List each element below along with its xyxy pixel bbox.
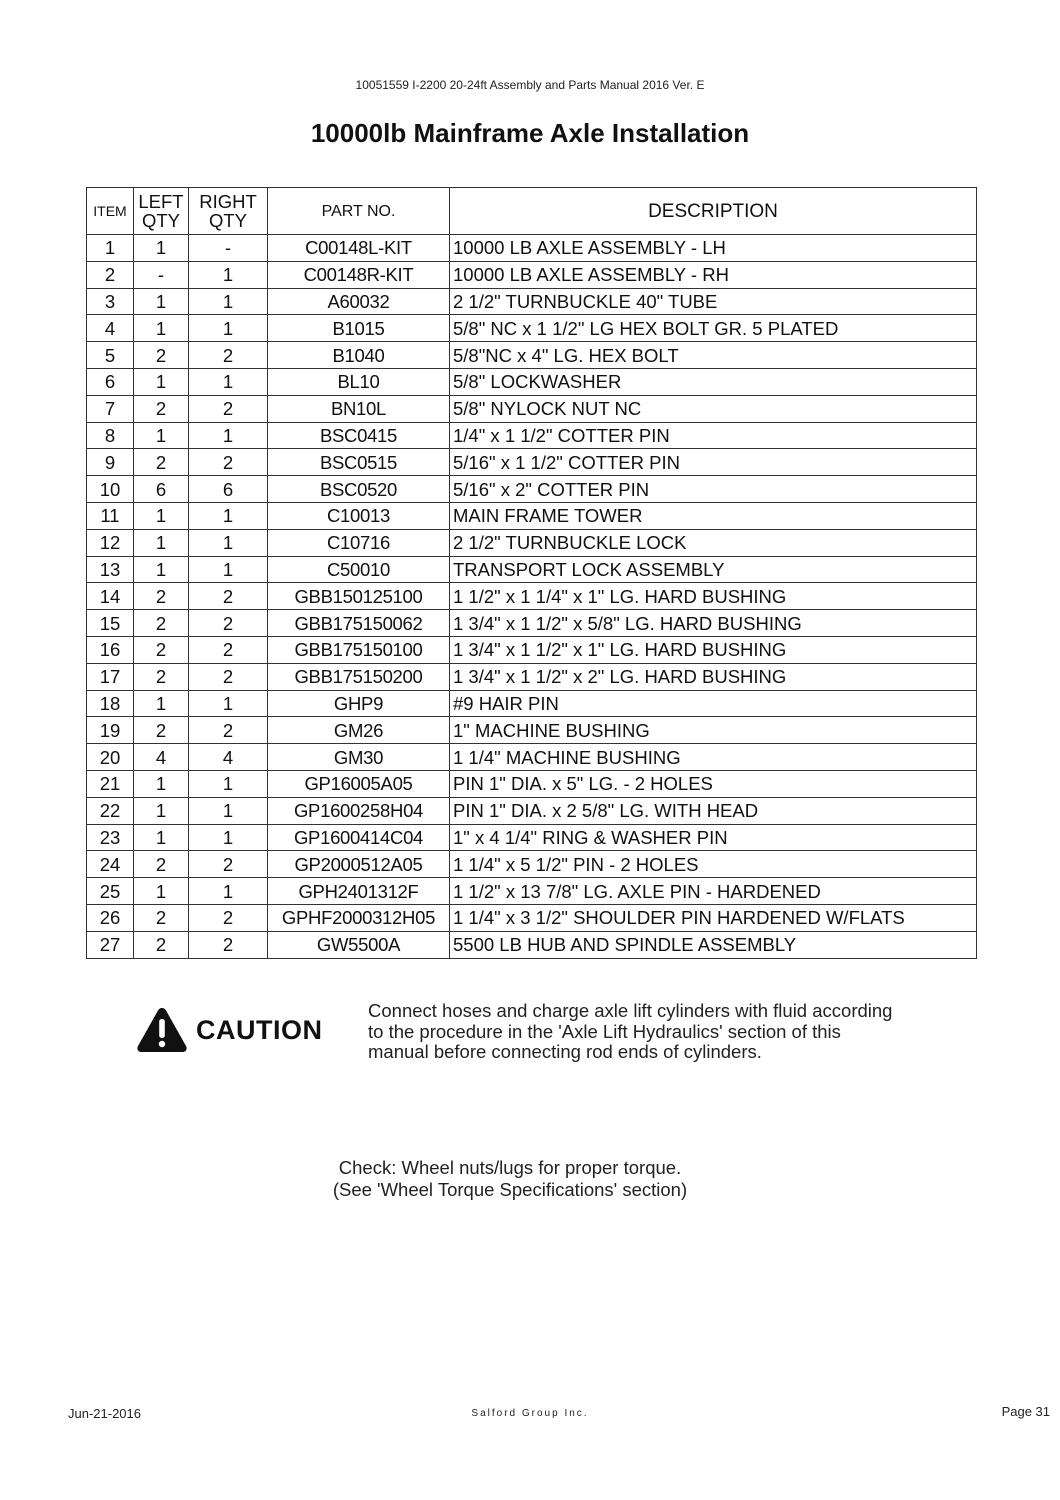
table-row [87, 717, 977, 744]
table-row [87, 851, 977, 878]
column-header-left-qty [134, 188, 189, 235]
left-qty-cell: 2 [134, 717, 189, 744]
torque-check-note [0, 1157, 1020, 1201]
footer-company: Salford Group Inc. [471, 1408, 589, 1419]
part-number-cell: B1015 [268, 315, 450, 342]
right-qty-cell: 1 [189, 797, 268, 824]
part-number-cell: GPHF2000312H05 [268, 904, 450, 931]
part-number-cell: BSC0520 [268, 476, 450, 503]
item-number-cell: 7 [87, 395, 134, 422]
part-number-cell: GBB175150200 [268, 663, 450, 690]
part-number-cell: BSC0415 [268, 422, 450, 449]
right-qty-cell: 2 [189, 583, 268, 610]
description-cell: 5500 LB HUB AND SPINDLE ASSEMBLY [450, 931, 977, 958]
table-row [87, 529, 977, 556]
left-qty-cell: 1 [134, 556, 189, 583]
right-qty-cell: 1 [189, 288, 268, 315]
part-number-cell: GP16005A05 [268, 770, 450, 797]
description-cell: 5/16" x 1 1/2" COTTER PIN [450, 449, 977, 476]
left-qty-cell: 1 [134, 315, 189, 342]
document-reference: 10051559 I-2200 20-24ft Assembly and Parts Manual 2016 Ver. E [355, 78, 705, 92]
caution-banner [136, 1006, 323, 1054]
left-qty-cell: 1 [134, 502, 189, 529]
right-qty-cell: 1 [189, 556, 268, 583]
item-number-cell: 24 [87, 851, 134, 878]
item-number-cell: 21 [87, 770, 134, 797]
part-number-cell: GBB175150100 [268, 636, 450, 663]
table-row [87, 235, 977, 262]
description-cell: 1" MACHINE BUSHING [450, 717, 977, 744]
part-number-cell: GP1600414C04 [268, 824, 450, 851]
description-cell: MAIN FRAME TOWER [450, 502, 977, 529]
item-number-cell: 15 [87, 610, 134, 637]
left-qty-cell: 6 [134, 476, 189, 503]
part-number-cell: A60032 [268, 288, 450, 315]
page-title: 10000lb Mainframe Axle Installation [310, 118, 750, 148]
right-qty-cell: 2 [189, 904, 268, 931]
description-cell: 5/16" x 2" COTTER PIN [450, 476, 977, 503]
caution-line-1: Connect hoses and charge axle lift cylinders with fluid according [368, 1000, 893, 1021]
warning-triangle-icon [136, 1006, 188, 1054]
left-qty-cell: 2 [134, 904, 189, 931]
right-qty-header-line-1: RIGHT [199, 191, 257, 212]
left-qty-cell: 4 [134, 744, 189, 771]
table-row [87, 476, 977, 503]
description-cell: 5/8" LOCKWASHER [450, 368, 977, 395]
item-number-cell: 3 [87, 288, 134, 315]
item-number-cell: 25 [87, 878, 134, 905]
left-qty-cell: 2 [134, 610, 189, 637]
part-number-cell: BSC0515 [268, 449, 450, 476]
description-cell: PIN 1" DIA. x 5" LG. - 2 HOLES [450, 770, 977, 797]
table-row [87, 797, 977, 824]
check-note-line-1: Check: Wheel nuts/lugs for proper torque. [338, 1157, 682, 1178]
part-number-cell: GP1600258H04 [268, 797, 450, 824]
description-cell: 1 3/4" x 1 1/2" x 1" LG. HARD BUSHING [450, 636, 977, 663]
left-qty-cell: 2 [134, 931, 189, 958]
left-qty-cell: 1 [134, 529, 189, 556]
right-qty-cell: 1 [189, 422, 268, 449]
item-number-cell: 4 [87, 315, 134, 342]
table-row [87, 502, 977, 529]
part-number-cell: C50010 [268, 556, 450, 583]
table-row [87, 690, 977, 717]
right-qty-header-line-2: QTY [208, 210, 248, 231]
left-qty-cell: 2 [134, 636, 189, 663]
left-qty-cell: 2 [134, 851, 189, 878]
footer-page-number: Page 31 [1001, 1404, 1050, 1419]
right-qty-cell: 1 [189, 502, 268, 529]
column-header-right-qty [189, 188, 268, 235]
item-number-cell: 19 [87, 717, 134, 744]
item-number-cell: 2 [87, 261, 134, 288]
caution-line-3: manual before connecting rod ends of cylinders. [368, 1041, 762, 1062]
right-qty-cell: 2 [189, 663, 268, 690]
part-number-cell: B1040 [268, 342, 450, 369]
item-number-cell: 18 [87, 690, 134, 717]
description-cell: 1 1/2" x 1 1/4" x 1" LG. HARD BUSHING [450, 583, 977, 610]
left-qty-cell: 1 [134, 690, 189, 717]
item-number-cell: 12 [87, 529, 134, 556]
part-number-cell: C00148R-KIT [268, 261, 450, 288]
right-qty-cell: 2 [189, 717, 268, 744]
parts-table [86, 187, 977, 959]
table-row [87, 744, 977, 771]
left-qty-cell: 1 [134, 770, 189, 797]
right-qty-cell: 1 [189, 315, 268, 342]
item-number-cell: 22 [87, 797, 134, 824]
description-cell: 10000 LB AXLE ASSEMBLY - RH [450, 261, 977, 288]
part-number-cell: GBB150125100 [268, 583, 450, 610]
description-cell: 1 1/2" x 13 7/8" LG. AXLE PIN - HARDENED [450, 878, 977, 905]
description-cell: PIN 1" DIA. x 2 5/8" LG. WITH HEAD [450, 797, 977, 824]
footer-date: Jun-21-2016 [68, 1406, 141, 1421]
right-qty-cell: 6 [189, 476, 268, 503]
item-number-cell: 9 [87, 449, 134, 476]
right-qty-cell: 1 [189, 770, 268, 797]
column-header-item: ITEM [87, 188, 134, 235]
description-cell: 1/4" x 1 1/2" COTTER PIN [450, 422, 977, 449]
left-qty-cell: 1 [134, 797, 189, 824]
table-row [87, 904, 977, 931]
left-qty-cell: 1 [134, 368, 189, 395]
right-qty-cell: 1 [189, 368, 268, 395]
item-number-cell: 20 [87, 744, 134, 771]
description-cell: 5/8" NYLOCK NUT NC [450, 395, 977, 422]
part-number-cell: GHP9 [268, 690, 450, 717]
right-qty-cell: 2 [189, 449, 268, 476]
left-qty-cell: 2 [134, 583, 189, 610]
table-row [87, 583, 977, 610]
left-qty-cell: 2 [134, 663, 189, 690]
description-cell: TRANSPORT LOCK ASSEMBLY [450, 556, 977, 583]
part-number-cell: C00148L-KIT [268, 235, 450, 262]
table-row [87, 395, 977, 422]
column-header-description: DESCRIPTION [450, 188, 977, 235]
caution-label: CAUTION [196, 1014, 323, 1045]
part-number-cell: GM30 [268, 744, 450, 771]
description-cell: 1 3/4" x 1 1/2" x 2" LG. HARD BUSHING [450, 663, 977, 690]
right-qty-cell: 2 [189, 931, 268, 958]
item-number-cell: 14 [87, 583, 134, 610]
left-qty-cell: 2 [134, 395, 189, 422]
description-cell: 2 1/2" TURNBUCKLE 40" TUBE [450, 288, 977, 315]
part-number-cell: C10716 [268, 529, 450, 556]
description-cell: 2 1/2" TURNBUCKLE LOCK [450, 529, 977, 556]
check-note-line-2: (See 'Wheel Torque Specifications' section) [332, 1179, 688, 1200]
right-qty-cell: 2 [189, 395, 268, 422]
description-cell: 1 1/4" x 5 1/2" PIN - 2 HOLES [450, 851, 977, 878]
part-number-cell: BN10L [268, 395, 450, 422]
parts-table-body [87, 235, 977, 959]
right-qty-cell: 1 [189, 690, 268, 717]
item-number-cell: 23 [87, 824, 134, 851]
table-row [87, 931, 977, 958]
item-number-cell: 1 [87, 235, 134, 262]
left-qty-cell: 1 [134, 878, 189, 905]
left-qty-cell: 1 [134, 288, 189, 315]
description-cell: 10000 LB AXLE ASSEMBLY - LH [450, 235, 977, 262]
left-qty-cell: - [134, 261, 189, 288]
left-qty-cell: 2 [134, 449, 189, 476]
item-number-cell: 5 [87, 342, 134, 369]
caution-message [368, 1001, 978, 1063]
item-number-cell: 8 [87, 422, 134, 449]
table-row [87, 556, 977, 583]
table-row [87, 636, 977, 663]
right-qty-cell: 2 [189, 610, 268, 637]
item-number-cell: 26 [87, 904, 134, 931]
table-row [87, 288, 977, 315]
item-number-cell: 16 [87, 636, 134, 663]
table-row [87, 770, 977, 797]
right-qty-cell: 1 [189, 824, 268, 851]
right-qty-cell: 2 [189, 342, 268, 369]
right-qty-cell: - [189, 235, 268, 262]
left-qty-cell: 1 [134, 422, 189, 449]
right-qty-cell: 1 [189, 529, 268, 556]
part-number-cell: GPH2401312F [268, 878, 450, 905]
right-qty-cell: 2 [189, 851, 268, 878]
left-qty-header-line-1: LEFT [138, 191, 184, 212]
description-cell: #9 HAIR PIN [450, 690, 977, 717]
left-qty-header-line-2: QTY [141, 210, 181, 231]
table-row [87, 261, 977, 288]
table-row [87, 449, 977, 476]
table-row [87, 368, 977, 395]
table-row [87, 422, 977, 449]
table-row [87, 610, 977, 637]
caution-line-2: to the procedure in the 'Axle Lift Hydraulics' section of this [368, 1020, 841, 1042]
column-header-part-no: PART NO. [268, 188, 450, 235]
left-qty-cell: 2 [134, 342, 189, 369]
part-number-cell: GP2000512A05 [268, 851, 450, 878]
table-row [87, 663, 977, 690]
description-cell: 1 1/4" MACHINE BUSHING [450, 744, 977, 771]
description-cell: 5/8" NC x 1 1/2" LG HEX BOLT GR. 5 PLATED [450, 315, 977, 342]
item-number-cell: 6 [87, 368, 134, 395]
part-number-cell: GW5500A [268, 931, 450, 958]
item-number-cell: 13 [87, 556, 134, 583]
table-header-row [87, 188, 977, 235]
description-cell: 1 1/4" x 3 1/2" SHOULDER PIN HARDENED W/FLATS [450, 904, 977, 931]
right-qty-cell: 1 [189, 261, 268, 288]
item-number-cell: 17 [87, 663, 134, 690]
item-number-cell: 10 [87, 476, 134, 503]
table-row [87, 315, 977, 342]
part-number-cell: GM26 [268, 717, 450, 744]
right-qty-cell: 1 [189, 878, 268, 905]
left-qty-cell: 1 [134, 235, 189, 262]
item-number-cell: 11 [87, 502, 134, 529]
description-cell: 5/8"NC x 4" LG. HEX BOLT [450, 342, 977, 369]
part-number-cell: BL10 [268, 368, 450, 395]
right-qty-cell: 4 [189, 744, 268, 771]
description-cell: 1 3/4" x 1 1/2" x 5/8" LG. HARD BUSHING [450, 610, 977, 637]
right-qty-cell: 2 [189, 636, 268, 663]
left-qty-cell: 1 [134, 824, 189, 851]
part-number-cell: C10013 [268, 502, 450, 529]
part-number-cell: GBB175150062 [268, 610, 450, 637]
table-row [87, 878, 977, 905]
description-cell: 1" x 4 1/4" RING & WASHER PIN [450, 824, 977, 851]
table-row [87, 824, 977, 851]
item-number-cell: 27 [87, 931, 134, 958]
table-row [87, 342, 977, 369]
